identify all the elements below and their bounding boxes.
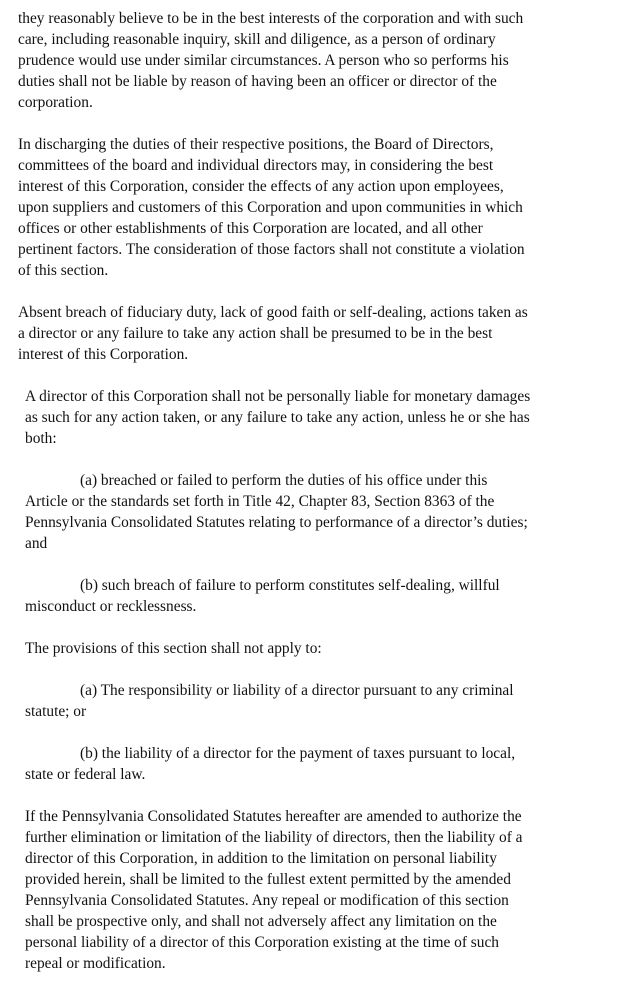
text-line: director of this Corporation, in addition to the limitation on personal liability: [25, 850, 497, 867]
text-line: as such for any action taken, or any failure to take any action, unless he or she has: [25, 409, 530, 426]
text-line: shall be prospective only, and shall not adversely affect any limitation on the: [25, 913, 497, 930]
paragraph-considerations: [18, 134, 525, 281]
text-line: interest of this Corporation, consider the effects of any action upon employees,: [18, 178, 504, 195]
text-line: upon suppliers and customers of this Corporation and upon communities in which: [18, 199, 523, 216]
text-line: state or federal law.: [25, 766, 146, 783]
text-line: repeal or modification.: [25, 955, 166, 972]
text-line: If the Pennsylvania Consolidated Statutes hereafter are amended to authorize the: [25, 808, 522, 825]
text-line: offices or other establishments of this Corporation are located, and all other: [18, 220, 483, 237]
text-line: further elimination or limitation of the liability of directors, then the liability of a: [25, 829, 523, 846]
text-line: Pennsylvania Consolidated Statutes. Any repeal or modification of this section: [25, 892, 509, 909]
text-line: corporation.: [18, 94, 93, 111]
text-line: A director of this Corporation shall not be personally liable for monetary damages: [25, 388, 531, 405]
paragraph-personal-liability: [25, 386, 530, 449]
text-line: care, including reasonable inquiry, skill and diligence, as a person of ordinary: [18, 31, 496, 48]
text-line: misconduct or recklessness.: [25, 598, 197, 615]
clause-a-breach: [25, 470, 528, 554]
paragraph-amendment: [25, 806, 523, 974]
text-line: committees of the board and individual directors may, in considering the best: [18, 157, 494, 174]
paragraph-standard-of-care: [18, 8, 523, 113]
text-line: interest of this Corporation.: [18, 346, 189, 363]
text-line: personal liability of a director of this Corporation existing at the time of such: [25, 934, 500, 951]
text-line: (a) breached or failed to perform the duties of his office under this: [80, 472, 488, 489]
text-line: a director or any failure to take any action shall be presumed to be in the best: [18, 325, 493, 342]
text-line: both:: [25, 430, 57, 447]
text-line: Absent breach of fiduciary duty, lack of good faith or self-dealing, actions taken as: [18, 304, 528, 321]
text-line: (a) The responsibility or liability of a director pursuant to any criminal: [80, 682, 514, 699]
text-line: of this section.: [18, 262, 109, 279]
text-line: they reasonably believe to be in the best interests of the corporation and with such: [18, 10, 524, 27]
text-line: Article or the standards set forth in Title 42, Chapter 83, Section 8363 of the: [25, 493, 495, 510]
text-line: In discharging the duties of their respective positions, the Board of Directors,: [18, 136, 494, 153]
text-line: and: [25, 535, 48, 552]
exception-a-criminal: [25, 680, 514, 722]
text-line: duties shall not be liable by reason of having been an officer or director of the: [18, 73, 497, 90]
text-line: Pennsylvania Consolidated Statutes relating to performance of a director’s duties;: [25, 514, 528, 531]
text-line: (b) such breach of failure to perform constitutes self-dealing, willful: [80, 577, 500, 594]
text-line: prudence would use under similar circumstances. A person who so performs his: [18, 52, 509, 69]
clause-b-self-dealing: [25, 575, 500, 617]
text-line: The provisions of this section shall not apply to:: [25, 640, 322, 657]
text-line: provided herein, shall be limited to the fullest extent permitted by the amended: [25, 871, 511, 888]
paragraph-presumption: [18, 302, 528, 365]
text-line: (b) the liability of a director for the payment of taxes pursuant to local,: [80, 745, 516, 762]
text-line: pertinent factors. The consideration of those factors shall not constitute a violation: [18, 241, 525, 258]
paragraph-exceptions-intro: [25, 638, 322, 659]
exception-b-taxes: [25, 743, 515, 785]
text-line: statute; or: [25, 703, 87, 720]
